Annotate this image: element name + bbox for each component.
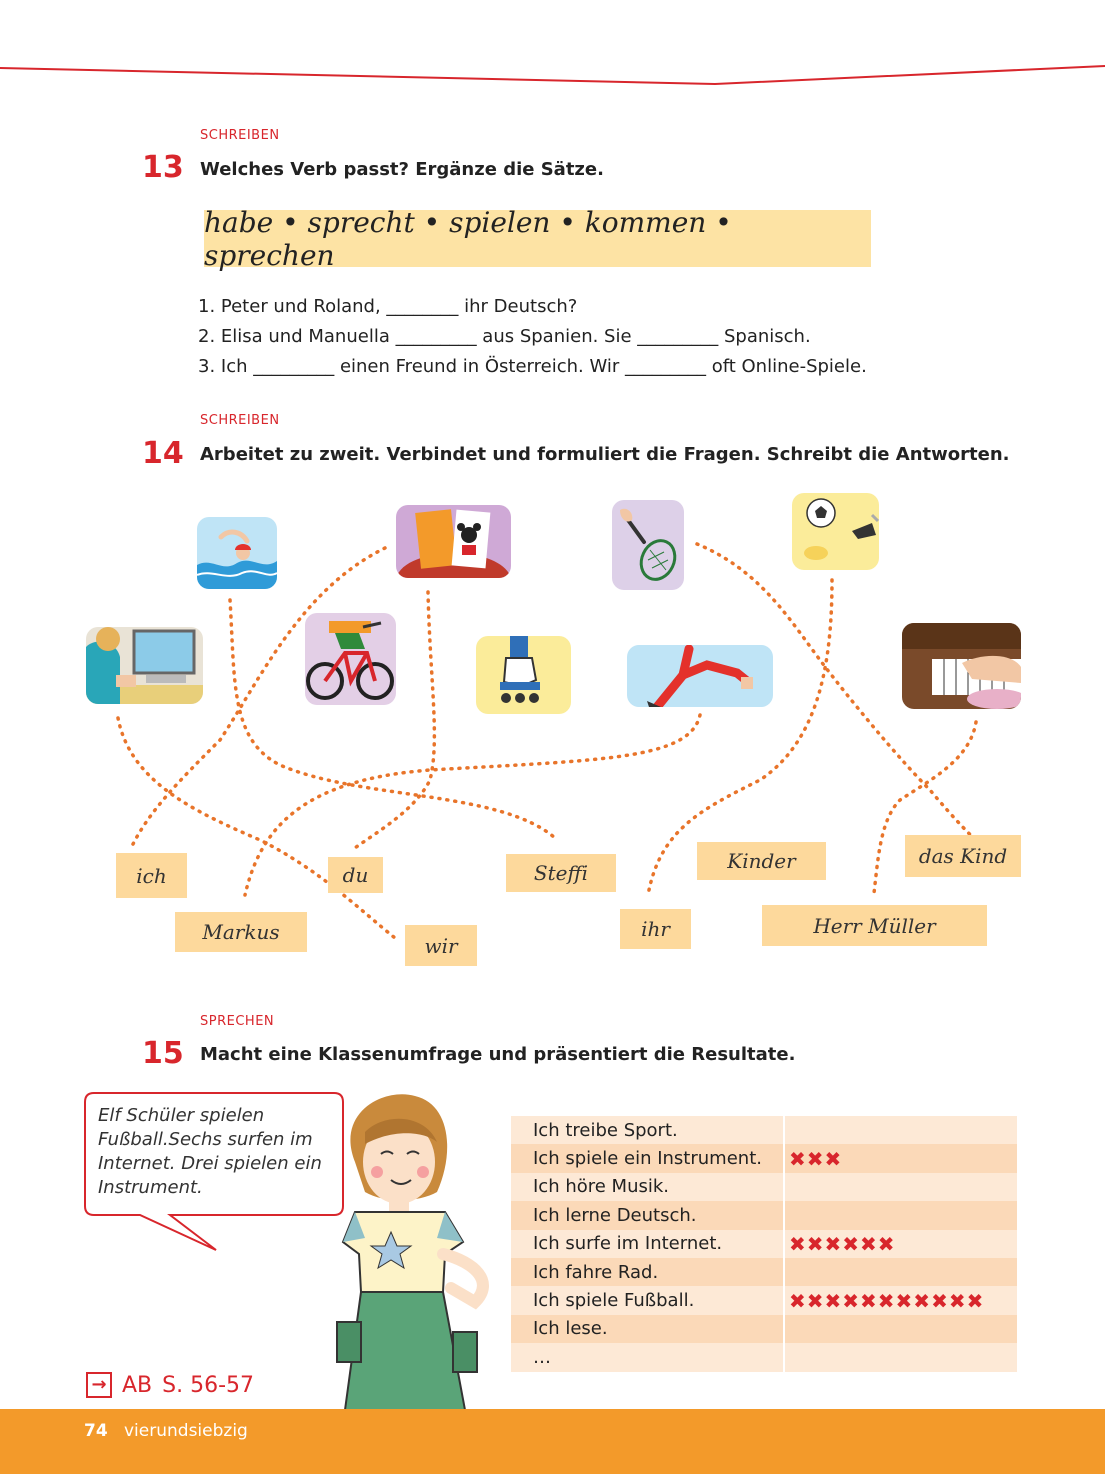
tennis-picture — [612, 500, 684, 590]
survey-activity: Ich lese. — [511, 1315, 784, 1343]
ex15-number: 15 — [142, 1036, 184, 1071]
survey-row — [511, 1230, 1018, 1258]
survey-tally: ✖✖✖✖✖✖✖✖✖✖✖ — [784, 1286, 1018, 1314]
survey-activity: Ich treibe Sport. — [511, 1116, 784, 1144]
sentence-3: 3. Ich _________ einen Freund in Österreich. Wir _________ oft Online-Spiele. — [198, 356, 867, 377]
survey-activity: Ich fahre Rad. — [511, 1258, 784, 1286]
survey-tally — [784, 1173, 1018, 1201]
survey-activity: Ich spiele Fußball. — [511, 1286, 784, 1314]
survey-tally: ✖✖✖ — [784, 1144, 1018, 1172]
survey-row — [511, 1315, 1018, 1343]
survey-tally — [784, 1258, 1018, 1286]
survey-tally: ✖✖✖✖✖✖ — [784, 1230, 1018, 1258]
page-number-word: vierundsiebzig — [124, 1421, 248, 1441]
ex14-title: Arbeitet zu zweit. Verbindet und formuliert die Fragen. Schreibt die Antworten. — [200, 444, 1010, 465]
survey-table — [511, 1116, 1019, 1372]
label-wir: wir — [405, 925, 477, 966]
survey-activity: Ich surfe im Internet. — [511, 1230, 784, 1258]
page-footer — [0, 1409, 1105, 1474]
sentence-1: 1. Peter und Roland, ________ ihr Deutsch? — [198, 296, 578, 317]
survey-activity: Ich spiele ein Instrument. — [511, 1144, 784, 1172]
label-du: du — [328, 857, 383, 893]
computer-picture — [86, 627, 203, 704]
survey-row — [511, 1144, 1018, 1172]
skating-picture — [476, 636, 571, 714]
label-ich: ich — [116, 853, 187, 898]
survey-row — [511, 1286, 1018, 1314]
swimming-picture — [197, 517, 277, 589]
football-picture — [792, 493, 879, 570]
ex15-tag: SPRECHEN — [200, 1014, 275, 1029]
workbook-reference — [86, 1372, 254, 1398]
label-steffi: Steffi — [506, 854, 616, 892]
survey-row — [511, 1116, 1018, 1144]
survey-activity: … — [511, 1343, 784, 1371]
ex13-sentences — [198, 292, 867, 382]
ex14-tag: SCHREIBEN — [200, 413, 280, 428]
ex14-number: 14 — [142, 436, 184, 471]
survey-row — [511, 1258, 1018, 1286]
page-number: 74 — [84, 1421, 108, 1441]
survey-row — [511, 1343, 1018, 1371]
ex13-title: Welches Verb passt? Ergänze die Sätze. — [200, 159, 604, 180]
survey-row — [511, 1173, 1018, 1201]
label-kinder: Kinder — [697, 842, 826, 880]
ex13-number: 13 — [142, 150, 184, 185]
label-ihr: ihr — [620, 909, 691, 949]
survey-activity: Ich lerne Deutsch. — [511, 1201, 784, 1229]
ex13-tag: SCHREIBEN — [200, 128, 280, 143]
girl-illustration — [325, 1092, 500, 1410]
survey-tally — [784, 1201, 1018, 1229]
header-line — [0, 0, 1105, 100]
piano-picture — [902, 623, 1021, 709]
bubble-text: Elf Schüler spielen Fußball.Sechs surfen im Internet. Drei spielen ein Instrument. — [98, 1105, 322, 1198]
survey-activity: Ich höre Musik. — [511, 1173, 784, 1201]
survey-tally — [784, 1116, 1018, 1144]
reference-pages: S. 56-57 — [162, 1372, 255, 1398]
label-markus: Markus — [175, 912, 307, 952]
cycling-picture — [305, 613, 396, 705]
sentence-2: 2. Elisa und Manuella _________ aus Spanien. Sie _________ Spanisch. — [198, 326, 811, 347]
label-herr-mueller: Herr Müller — [762, 905, 987, 946]
running-picture — [627, 645, 773, 707]
label-das-kind: das Kind — [905, 835, 1021, 877]
survey-tally — [784, 1343, 1018, 1371]
reference-ab: AB — [122, 1372, 153, 1398]
reading-picture — [396, 505, 511, 578]
ex15-title: Macht eine Klassenumfrage und präsentiert die Resultate. — [200, 1044, 796, 1065]
arrow-right-icon: → — [86, 1372, 112, 1398]
survey-row — [511, 1201, 1018, 1229]
survey-tally — [784, 1315, 1018, 1343]
word-box: habe • sprecht • spielen • kommen • sprechen — [204, 210, 871, 267]
